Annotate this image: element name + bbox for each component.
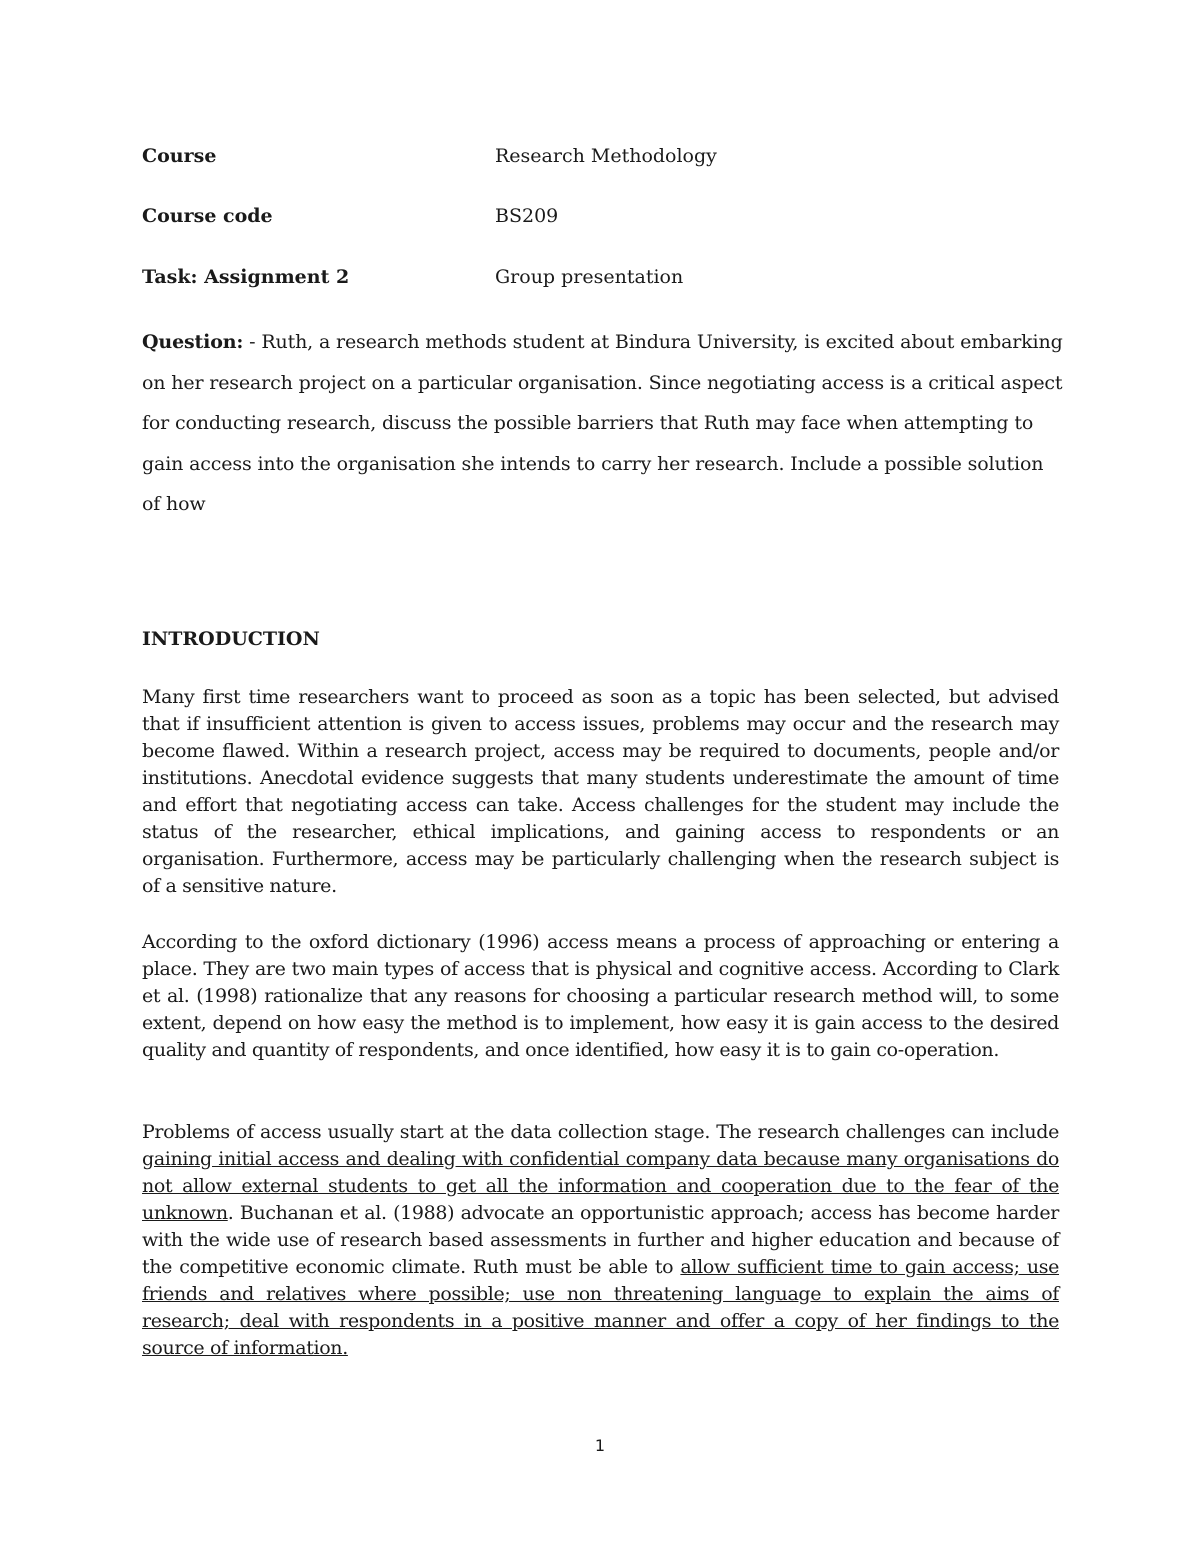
paragraph-3-underlined-a: gaining initial access and dealing with confidential company data because many organisations do not allow external students to get all the information and cooperation due to the fear of the unknown xyxy=(142,1148,1059,1224)
task-label: Task: Assignment 2 xyxy=(142,266,350,288)
paragraph-3-text-b: . Buchanan et al. (1988) advocate an opportunistic approach; access has become harder with the wide use of research based assessments in further and higher education and because of the competitive economic climate. Ruth must be able to xyxy=(142,1202,1059,1278)
course-label: Course xyxy=(142,145,217,167)
task-value: Group presentation xyxy=(495,266,684,288)
question-text: - Ruth, a research methods student at Bindura University, is excited about embarking on her research project on a particular organisation. Since negotiating access is a critical aspect for conducting research, discuss the possible barriers that Ruth may face when attempting to gain access into the organisation she intends to carry her research. Include a possible solution of how xyxy=(142,331,1063,515)
introduction-paragraph-2: According to the oxford dictionary (1996) access means a process of approaching or entering a place. They are two main types of access that is physical and cognitive access. According to Clark et al. (1998) rationalize that any reasons for choosing a particular research method will, to some extent, depend on how easy the method is to implement, how easy it is gain access to the desired quality and quantity of respondents, and once identified, how easy it is to gain co-operation. xyxy=(142,931,1059,1061)
paragraph-3-text-a: Problems of access usually start at the data collection stage. The research challenges can include xyxy=(142,1121,1059,1143)
question-block xyxy=(142,322,1067,525)
introduction-paragraph-3 xyxy=(142,1119,1059,1362)
introduction-paragraph-1: Many first time researchers want to proceed as soon as a topic has been selected, but advised that if insufficient attention is given to access issues, problems may occur and the research may become flawed. Within a research project, access may be required to documents, people and/or institutions. Anecdotal evidence suggests that many students underestimate the amount of time and effort that negotiating access can take. Access challenges for the student may include the status of the researcher, ethical implications, and gaining access to respondents or an organisation. Furthermore, access may be particularly challenging when the research subject is of a sensitive nature. xyxy=(142,686,1059,897)
page-number: 1 xyxy=(594,1436,606,1455)
course-value: Research Methodology xyxy=(495,145,717,167)
introduction-heading: INTRODUCTION xyxy=(142,628,320,650)
course-code-label: Course code xyxy=(142,205,273,227)
course-code-value: BS209 xyxy=(495,205,559,227)
question-label: Question: xyxy=(142,331,244,353)
paragraph-3-underlined-b: allow sufficient time to gain access; use friends and relatives where possible; use non threatening language to explain the aims of research; deal with respondents in a positive manner and offer a copy of her findings to the source of information. xyxy=(142,1256,1060,1359)
